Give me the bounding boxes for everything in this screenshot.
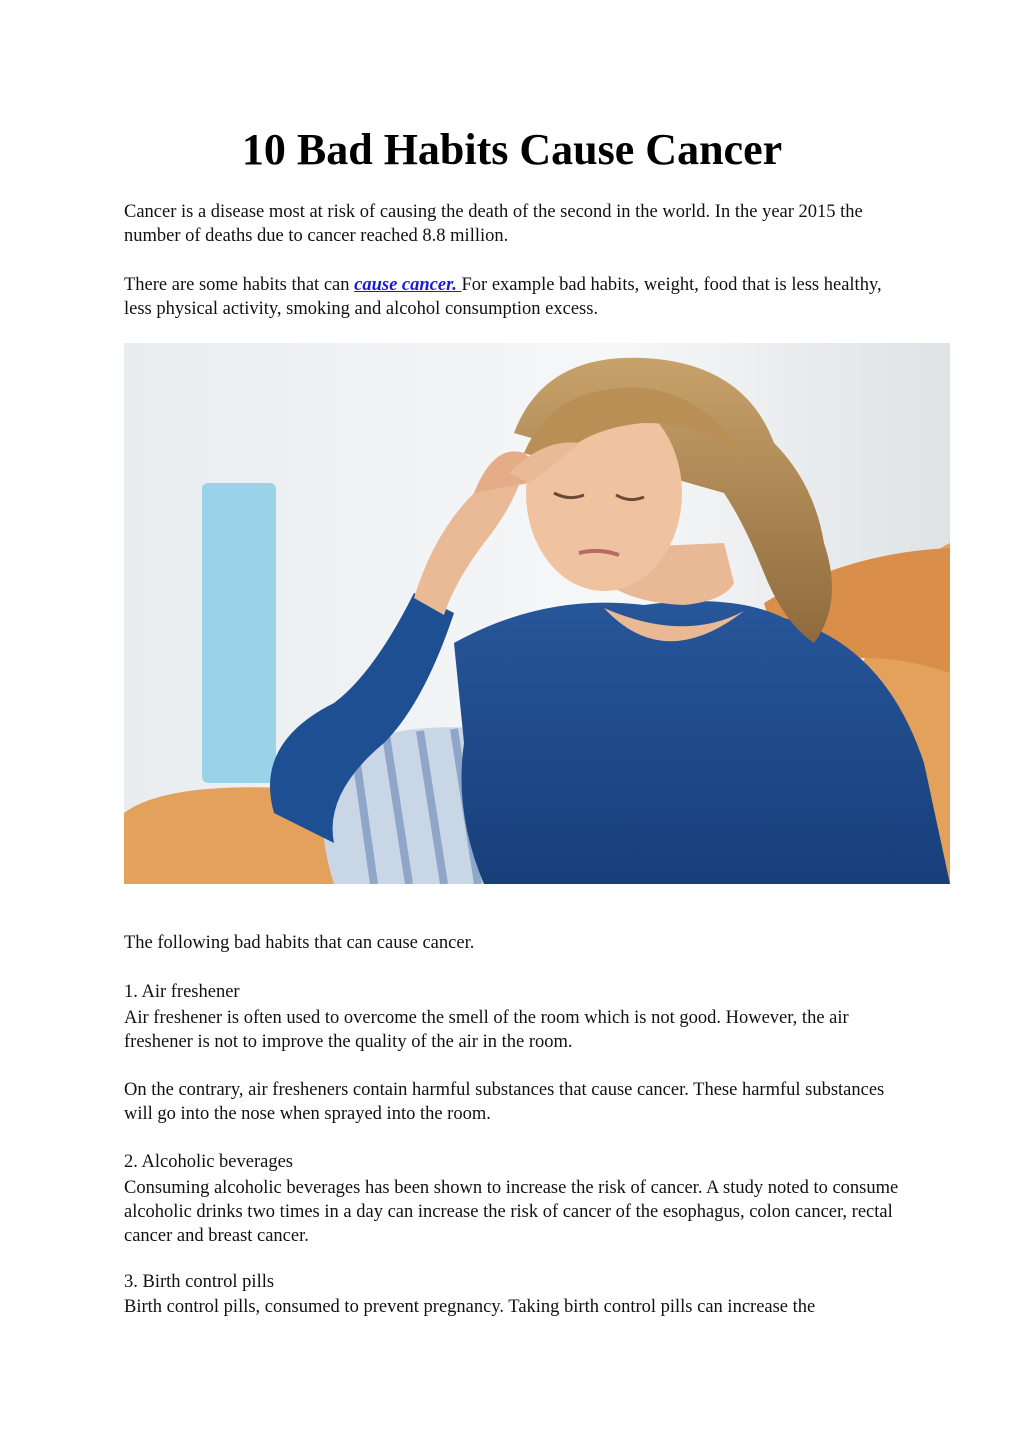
cause-cancer-link-punct: . [452, 275, 462, 295]
habits-text-after: For example bad habits, weight, food that is less healthy, less physical activity, smoking and alcohol consumption excess. [124, 275, 882, 319]
habit-2-heading: 2. Alcoholic beverages [124, 1152, 294, 1172]
cause-cancer-link[interactable] [354, 275, 461, 295]
habits-intro-paragraph [124, 273, 904, 321]
habit-3-paragraph-1: Birth control pills, consumed to prevent pregnancy. Taking birth control pills can increase the [124, 1297, 816, 1317]
habit-1-paragraph-2: On the contrary, air fresheners contain harmful substances that cause cancer. These harmful substances will go into the nose when sprayed into the room. [124, 1080, 885, 1124]
woman-photo-illustration [124, 343, 950, 884]
habit-3-heading: 3. Birth control pills [124, 1272, 275, 1292]
habit-1-heading: 1. Air freshener [124, 982, 240, 1002]
cause-cancer-link-text: cause cancer [354, 275, 453, 295]
habit-2-paragraph-1: Consuming alcoholic beverages has been shown to increase the risk of cancer. A study noted to consume alcoholic drinks two times in a day can increase the risk of cancer of the esophagus, colon cancer, rectal cancer and breast cancer. [124, 1178, 899, 1246]
intro-paragraph: Cancer is a disease most at risk of causing the death of the second in the world. In the year 2015 the number of deaths due to cancer reached 8.8 million. [124, 202, 863, 246]
habits-text-before: There are some habits that can [124, 275, 355, 295]
page-title: 10 Bad Habits Cause Cancer [241, 125, 783, 174]
article-photo [124, 343, 950, 884]
list-intro: The following bad habits that can cause cancer. [124, 933, 475, 953]
habit-1-paragraph-1: Air freshener is often used to overcome the smell of the room which is not good. However, the air freshener is not to improve the quality of the air in the room. [124, 1008, 849, 1052]
